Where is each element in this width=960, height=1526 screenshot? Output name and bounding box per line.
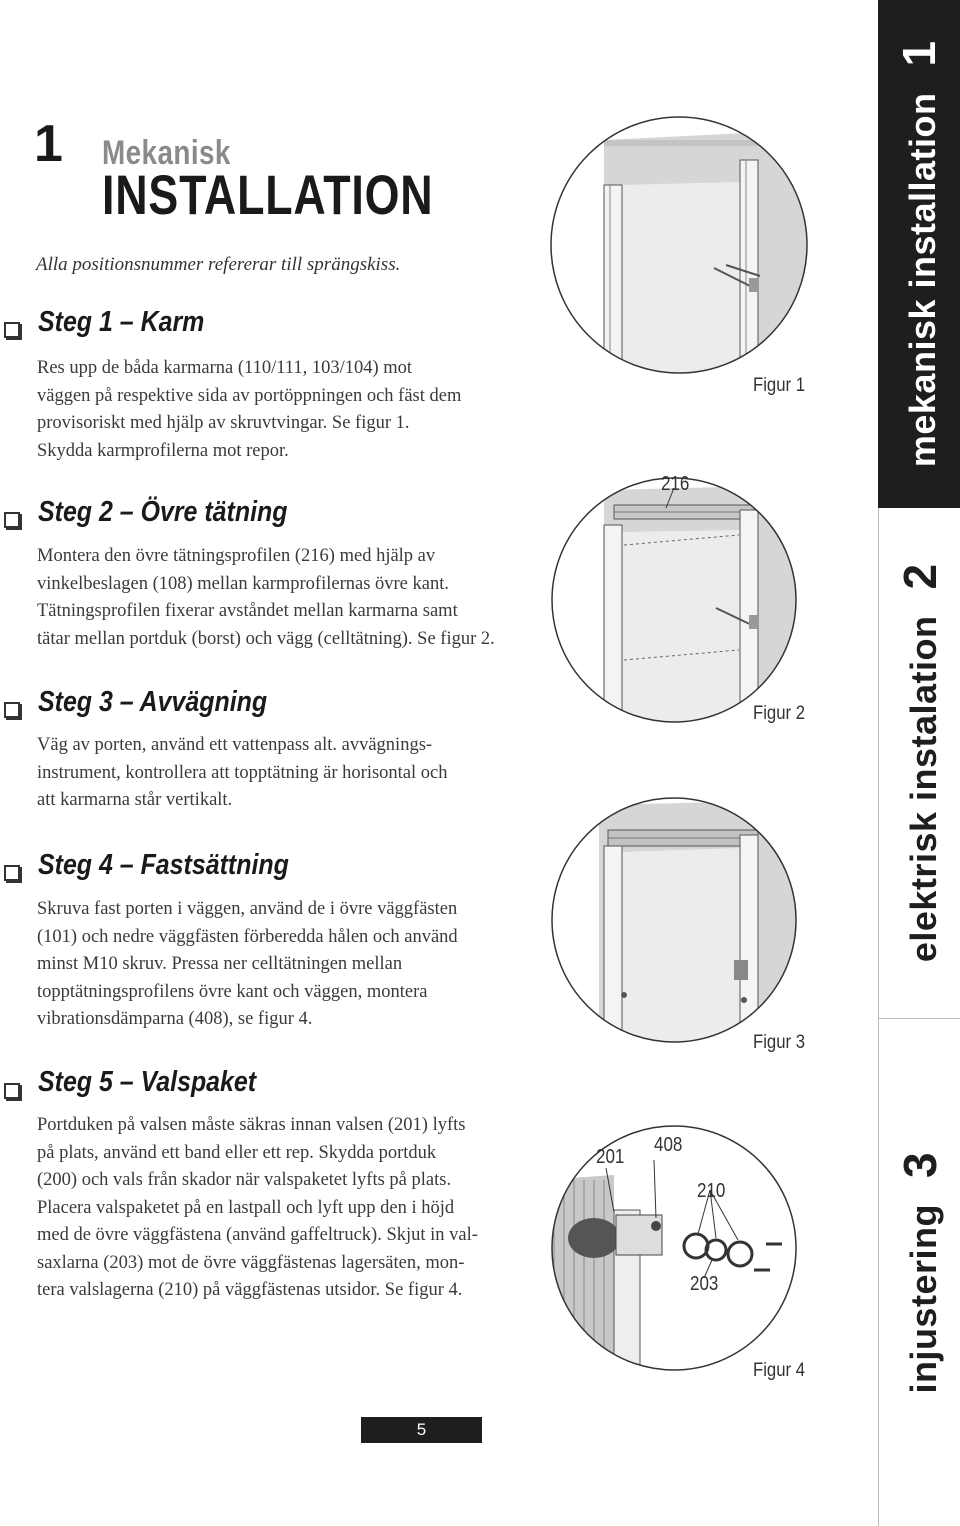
figure-4-illustration: [544, 1120, 834, 1375]
step-1-heading: Steg 1 – Karm: [38, 306, 205, 338]
tab-2-text: [893, 564, 947, 962]
text-line: (200) och vals från skador när valspaketet lyfts på plats.: [37, 1170, 452, 1190]
text-line: vibrationsdämparna (408), se figur 4.: [37, 1009, 313, 1029]
text-line: med de övre väggfästena (använd gaffeltruck). Skjut in val-: [37, 1225, 478, 1245]
text-line: Montera den övre tätningsprofilen (216) med hjälp av: [37, 546, 436, 566]
text-line: provisoriskt med hjälp av skruvtvingar. Se figur 1.: [37, 413, 410, 433]
checkbox-step-1[interactable]: [4, 322, 20, 338]
step-2-text: [37, 543, 537, 653]
text-line: Skruva fast porten i väggen, använd de i övre väggfästen: [37, 899, 458, 919]
callout-210: 210: [697, 1180, 726, 1202]
text-line: att karmarna står vertikalt.: [37, 790, 233, 810]
figure-1-illustration: [544, 100, 834, 390]
figure-3-label: Figur 3: [753, 1032, 806, 1053]
text-line: vinkelbeslagen (108) mellan karmprofilernas övre kant.: [37, 573, 449, 594]
intro-text: Alla positionsnummer refererar till sprängskiss.: [36, 254, 401, 275]
step-3-heading: Steg 3 – Avvägning: [38, 686, 268, 718]
tab-1-text: [892, 41, 946, 467]
callout-216: 216: [661, 473, 690, 495]
figure-3-illustration: [544, 790, 834, 1050]
step-5-heading: Steg 5 – Valspaket: [38, 1066, 257, 1098]
tab-2-label: elektrisk instalation: [903, 615, 944, 963]
step-5-text: [37, 1112, 537, 1305]
tab-injustering[interactable]: [878, 1018, 960, 1526]
chapter-title-top: Mekanisk: [102, 134, 231, 172]
text-line: Placera valspaketet på en lastpall och lyft upp den i höjd: [37, 1197, 455, 1218]
text-line: (101) och nedre väggfästen förberedda hålen och använd: [37, 926, 458, 947]
text-line: Tätningsprofilen fixerar avståndet mellan karmarna samt: [37, 601, 458, 621]
text-line: på plats, använd ett band eller ett rep. Skydda portduk: [37, 1142, 437, 1163]
tab-3-text: [893, 1152, 947, 1393]
figure-1-label: Figur 1: [753, 375, 806, 396]
chapter-title-main: INSTALLATION: [102, 163, 434, 226]
page-number: 5: [361, 1417, 482, 1443]
tab-1-label: mekanisk installation: [902, 92, 943, 468]
step-3-text: [37, 732, 537, 815]
figure-2-label: Figur 2: [753, 703, 806, 724]
step-1-text: [37, 355, 537, 465]
tab-3-number: 3: [894, 1151, 946, 1178]
text-line: instrument, kontrollera att topptätning är horisontal och: [37, 762, 448, 783]
text-line: saxlarna (203) mot de övre väggfästenas lagersäten, mon-: [37, 1252, 465, 1273]
tab-2-number: 2: [894, 563, 946, 590]
checkbox-step-3[interactable]: [4, 702, 20, 718]
text-line: Skydda karmprofilerna mot repor.: [37, 440, 289, 461]
text-line: tätar mellan portduk (borst) och vägg (celltätning). Se figur 2.: [37, 628, 495, 649]
callout-201: 201: [596, 1146, 625, 1168]
callout-408: 408: [654, 1134, 683, 1156]
step-4-text: [37, 896, 537, 1034]
checkbox-step-5[interactable]: [4, 1083, 20, 1099]
figure-4-label: Figur 4: [753, 1360, 806, 1381]
chapter-number: 1: [34, 115, 63, 173]
figure-2-illustration: [544, 470, 834, 730]
step-2-heading: Steg 2 – Övre tätning: [38, 496, 288, 528]
text-line: Res upp de båda karmarna (110/111, 103/104) mot: [37, 358, 413, 378]
tab-3-label: injustering: [903, 1203, 944, 1394]
checkbox-step-2[interactable]: [4, 512, 20, 528]
text-line: väggen på respektive sida av portöppningen och fäst dem: [37, 385, 462, 406]
text-line: Portduken på valsen måste säkras innan valsen (201) lyfts: [37, 1115, 466, 1135]
step-4-heading: Steg 4 – Fastsättning: [38, 849, 289, 881]
text-line: topptätningsprofilens övre kant och väggen, montera: [37, 981, 428, 1002]
callout-203: 203: [690, 1273, 719, 1295]
checkbox-step-4[interactable]: [4, 865, 20, 881]
text-line: minst M10 skruv. Pressa ner celltätningen mellan: [37, 954, 403, 974]
tab-elektrisk-instalation[interactable]: [878, 508, 960, 1018]
text-line: Väg av porten, använd ett vattenpass alt. avvägnings-: [37, 735, 433, 755]
tab-mekanisk-installation[interactable]: [878, 0, 960, 508]
tab-1-number: 1: [893, 40, 945, 67]
text-line: tera valslagerna (210) på väggfästenas utsidor. Se figur 4.: [37, 1280, 463, 1300]
